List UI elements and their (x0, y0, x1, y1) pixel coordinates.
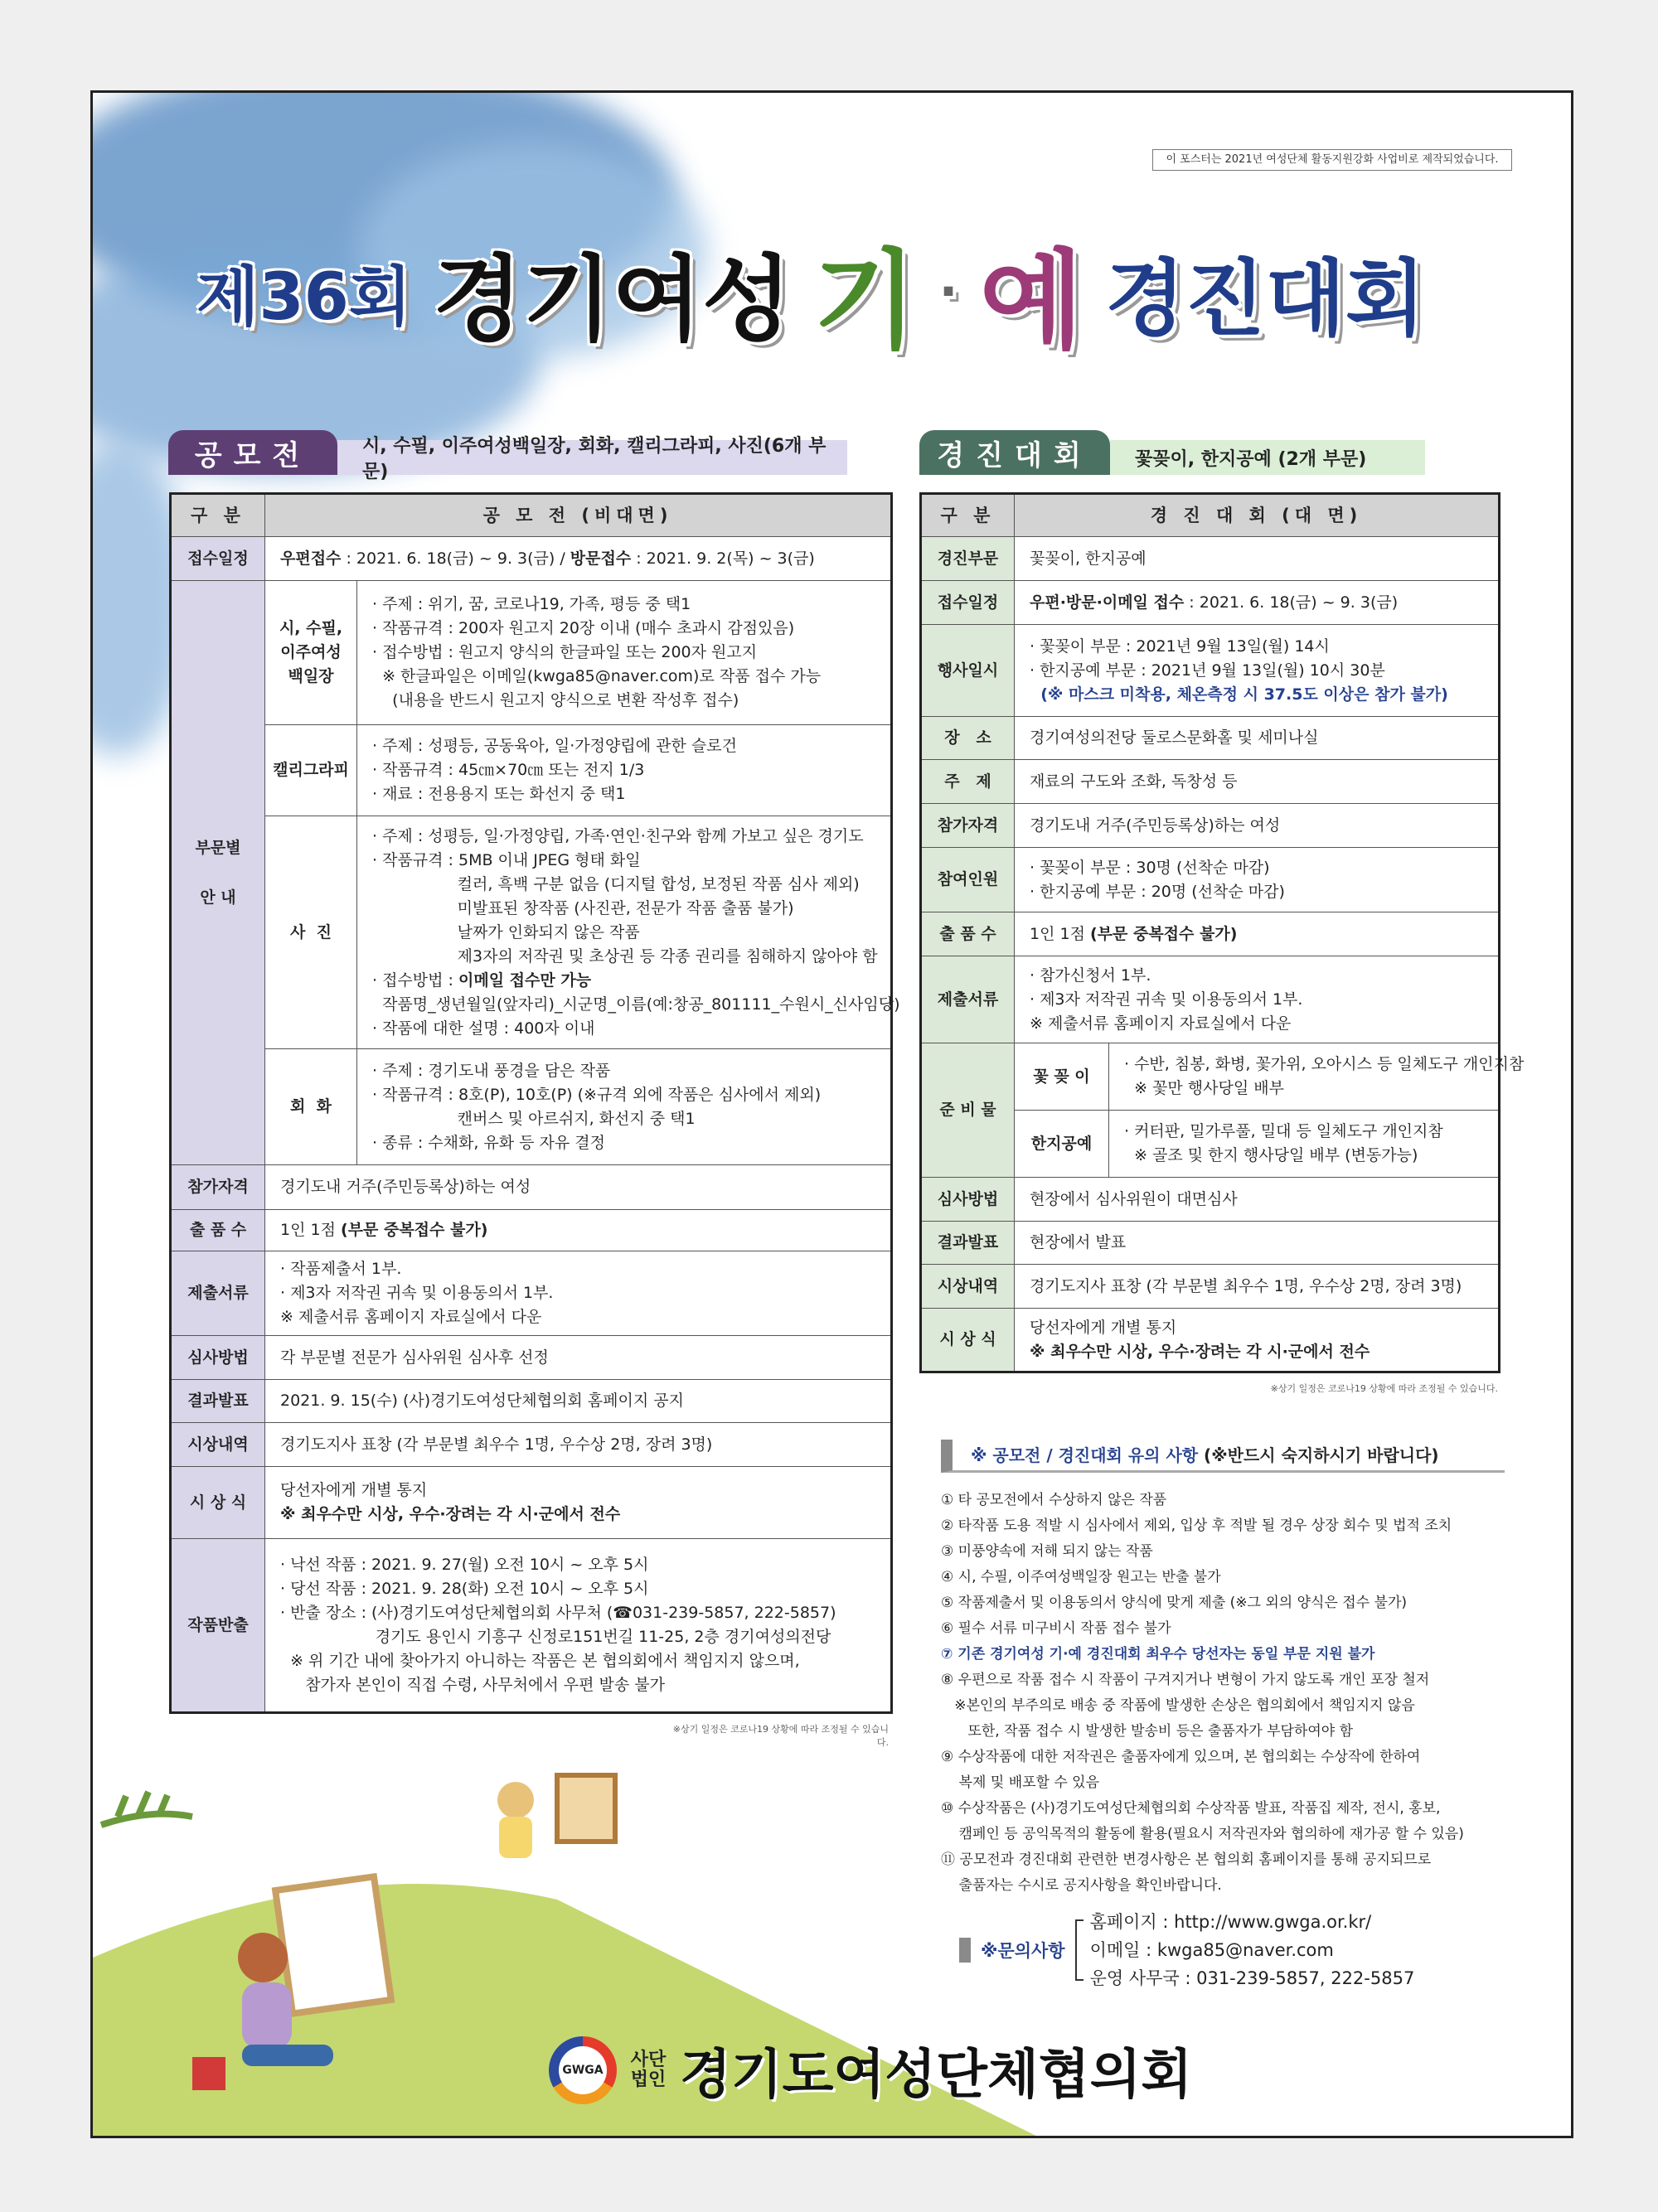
text-line: ※ 제출서류 홈페이지 자료실에서 다운 (280, 1308, 542, 1326)
row-value (357, 725, 892, 816)
text-line: · 주제 : 성평등, 공동육아, 일·가정양립에 관한 슬로건 (372, 737, 737, 755)
category-name (265, 725, 357, 816)
competition-tab: 경진대회 (919, 430, 1110, 475)
text-line: · 작품에 대한 설명 : 400자 이내 (372, 1019, 595, 1038)
text-line: · 커터판, 밀가루풀, 밀대 등 일체도구 개인지참 (1124, 1122, 1443, 1140)
text-line: 장 소 (944, 728, 991, 747)
contact-homepage[interactable]: 홈페이지 : http://www.gwga.or.kr/ (1089, 1912, 1372, 1932)
text-line: 경기도내 거주(주민등록상)하는 여성 (1030, 816, 1281, 835)
row-label (921, 537, 1015, 581)
contest-footnote: ※상기 일정은 코로나19 상황에 따라 조정될 수 있습니다. (672, 1724, 889, 1748)
text-line: 작품반출 (187, 1615, 249, 1634)
text-line: 경기도지사 표창 (각 부문별 최우수 1명, 우수상 2명, 장려 3명) (1030, 1276, 1462, 1295)
row-label (171, 1251, 265, 1336)
text-line: ※ 위 기간 내에 찾아가지 아니하는 작품은 본 협의회에서 책임지지 않으며, (280, 1652, 800, 1670)
text-line (1030, 1340, 1486, 1364)
contest-tab: 공모전 (168, 430, 337, 475)
text-line (372, 969, 879, 993)
text-line: 접수일정 (937, 593, 999, 612)
text-line: 출 품 수 (189, 1221, 247, 1239)
table-row (921, 956, 1500, 1043)
text-line: · 주제 : 위기, 꿈, 코로나19, 가족, 평등 중 택1 (372, 595, 691, 613)
table-row (171, 1165, 892, 1210)
text-line: 시 상 식 (189, 1493, 247, 1512)
text-line: 회 화 (290, 1097, 332, 1116)
row-label (921, 1265, 1015, 1309)
text-line (1030, 922, 1486, 946)
table-row (921, 1043, 1500, 1111)
row-value (1109, 1111, 1500, 1178)
text-line: 출 품 수 (939, 924, 996, 943)
text-line: 캠페인 등 공익목적의 활동에 활용(필요시 저작권자와 협의하에 재가공 할 수 있음) (941, 1826, 1464, 1842)
text-line: 시, 수필, (279, 619, 343, 637)
text-line: · 수반, 침봉, 화병, 꽃가위, 오아시스 등 일체도구 개인지참 (1124, 1055, 1525, 1073)
text-line: 당선자에게 개별 통지 (1030, 1318, 1177, 1337)
text-line: · 꽃꽂이 부문 : 30명 (선착순 마감) (1030, 858, 1270, 877)
text-line: ※본인의 부주의로 배송 중 작품에 발생한 손상은 협의회에서 책임지지 않음 (941, 1697, 1415, 1714)
competition-subtitle: 꽃꽂이, 한지공예 (2개 부문) (1110, 440, 1425, 475)
text-line: 참가자격 (937, 816, 999, 835)
text-line (280, 1503, 879, 1527)
text-segment: 1인 1점 (1030, 924, 1090, 943)
row-label-intake (171, 537, 265, 581)
text-line: ⑪ 공모전과 경진대회 관련한 변경사항은 본 협의회 홈페이지를 통해 공지되므로 (941, 1851, 1432, 1868)
text-line: 꽃 꽂 이 (1033, 1067, 1090, 1086)
row-value (265, 1467, 892, 1539)
table-row (171, 1467, 892, 1539)
table-row (171, 1380, 892, 1423)
row-label (921, 760, 1015, 804)
notices-subtitle: (※반드시 숙지하시기 바랍니다) (1198, 1445, 1439, 1465)
row-label (921, 1178, 1015, 1222)
title-edition: 제36회 (196, 260, 412, 335)
table-row (921, 1222, 1500, 1265)
text-line: 캘리그라피 (273, 761, 349, 779)
text-line: 시상내역 (187, 1435, 249, 1454)
text-line: 준 비 물 (939, 1101, 996, 1119)
text-line: 출품자는 수시로 공지사항을 확인바랍니다. (941, 1877, 1222, 1894)
text-line: ※ 한글파일은 이메일(kwga85@naver.com)로 작품 접수 가능 (372, 667, 822, 685)
contact-office: 운영 사무국 : 031-239-5857, 222-5857 (1089, 1968, 1415, 1988)
text-line: (내용을 반드시 원고지 양식으로 변환 작성후 접수) (372, 691, 739, 709)
row-value (357, 1049, 892, 1165)
text-line: 제3자의 저작권 및 초상권 등 각종 권리를 침해하지 않아야 함 (372, 946, 878, 966)
table-row (921, 581, 1500, 625)
row-label (921, 848, 1015, 912)
row-label (921, 717, 1015, 760)
text-line: · 한지공예 부문 : 2021년 9월 13일(월) 10시 30분 (1030, 661, 1385, 680)
row-label (171, 1423, 265, 1467)
header-category: 구 분 (921, 494, 1015, 537)
text-segment: : 2021. 9. 2(목) ~ 3(금) (631, 549, 815, 568)
text-segment: (부문 중복접수 불가) (340, 1221, 488, 1239)
text-line: 시 상 식 (939, 1330, 996, 1348)
text-line: · 참가신청서 1부. (1030, 966, 1151, 985)
row-value (1015, 717, 1500, 760)
table-row (921, 912, 1500, 956)
text-line: ⑤ 작품제출서 및 이용동의서 양식에 맞게 제출 (※그 외의 양식은 접수 불가) (941, 1595, 1408, 1611)
text-line: ① 타 공모전에서 수상하지 않은 작품 (941, 1492, 1167, 1508)
text-segment: (※ 마스크 미착용, 체온측정 시 37.5도 이상은 참가 불가) (1030, 685, 1448, 704)
header-contest: 공 모 전 (비대면) (265, 494, 892, 537)
text-segment: 방문접수 (570, 549, 632, 568)
header-category: 구 분 (171, 494, 265, 537)
text-line: · 접수방법 : 원고지 양식의 한글파일 또는 200자 원고지 (372, 643, 758, 661)
table-row (171, 537, 892, 581)
row-label (171, 1467, 265, 1539)
text-segment: (부문 중복접수 불가) (1089, 924, 1238, 943)
text-line (280, 547, 879, 571)
row-value (265, 537, 892, 581)
logo-mark-text: GWGA (559, 2046, 607, 2094)
text-line: ※ 꽃만 행사당일 배부 (1124, 1079, 1284, 1097)
table-row (171, 1539, 892, 1713)
row-value (1015, 804, 1500, 848)
text-line: ※ 골조 및 한지 행사당일 배부 (변동가능) (1124, 1146, 1418, 1164)
row-value (1015, 848, 1500, 912)
table-row (171, 1049, 892, 1165)
category-name (265, 581, 357, 725)
title-suffix: 경진대회 (1105, 250, 1426, 347)
row-value (1015, 956, 1500, 1043)
text-line: 결과발표 (187, 1392, 249, 1410)
table-row (921, 717, 1500, 760)
text-line: 행사일시 (937, 661, 999, 680)
row-value (265, 1165, 892, 1210)
contest-table (169, 492, 900, 1714)
text-line: · 제3자 저작권 귀속 및 이용동의서 1부. (280, 1284, 554, 1302)
text-line: · 꽃꽂이 부문 : 2021년 9월 13일(월) 14시 (1030, 636, 1330, 656)
text-line: · 당선 작품 : 2021. 9. 28(화) 오전 10시 ~ 오후 5시 (280, 1580, 649, 1598)
text-line: 현장에서 심사위원이 대면심사 (1030, 1189, 1238, 1208)
table-row (171, 1210, 892, 1251)
text-line: 미발표된 창작품 (사진관, 전문가 작품 출품 불가) (372, 898, 794, 917)
text-segment: ※ 최우수만 시상, 우수·장려는 각 시·군에서 전수 (1030, 1342, 1370, 1361)
table-row (921, 537, 1500, 581)
text-line: · 낙선 작품 : 2021. 9. 27(월) 오전 10시 ~ 오후 5시 (280, 1556, 649, 1574)
leaf-branch-icon (101, 1792, 192, 1825)
text-line: 경기도 용인시 기흥구 신정로151번길 11-25, 2층 경기여성의전당 (280, 1628, 831, 1646)
text-line: 꽃꽂이, 한지공예 (1030, 549, 1147, 568)
text-line: ⑨ 수상작품에 대한 저작권은 출품자에게 있으며, 본 협의회는 수상작에 한하여 (941, 1749, 1421, 1765)
text-line: ③ 미풍양속에 저해 되지 않는 작품 (941, 1543, 1153, 1560)
text-line: · 제3자 저작권 귀속 및 이용동의서 1부. (1030, 990, 1303, 1009)
row-value (1109, 1043, 1525, 1111)
text-line: 참가자격 (187, 1178, 249, 1196)
text-segment: · 접수방법 : (372, 970, 458, 990)
row-value (1015, 1309, 1500, 1372)
text-line: 현장에서 발표 (1030, 1233, 1127, 1251)
text-line: ④ 시, 수필, 이주여성백일장 원고는 반출 불가 (941, 1569, 1221, 1585)
funding-note: 이 포스터는 2021년 여성단체 활동지원강화 사업비로 제작되었습니다. (1152, 149, 1512, 171)
category-name (265, 816, 357, 1049)
text-line: 2021. 9. 15(수) (사)경기도여성단체협의회 홈페이지 공지 (280, 1392, 684, 1410)
table-row (921, 760, 1500, 804)
text-segment: 우편접수 (280, 549, 342, 568)
row-value (1015, 581, 1500, 625)
row-label (921, 912, 1015, 956)
text-line: 심사방법 (187, 1348, 249, 1367)
text-line: · 작품규격 : 200자 원고지 20장 이내 (매수 초과시 감점있음) (372, 619, 795, 637)
text-line: 재료의 구도와 조화, 독창성 등 (1030, 772, 1238, 791)
gwga-logo-icon (549, 2036, 617, 2104)
category-guide-label (171, 581, 265, 1165)
table-row (921, 1178, 1500, 1222)
organization-logo (549, 2032, 1192, 2108)
row-label (171, 1539, 265, 1713)
table-row (171, 1423, 892, 1467)
row-value (1015, 1222, 1500, 1265)
text-line: · 작품규격 : 45㎝×70㎝ 또는 전지 1/3 (372, 761, 645, 779)
text-segment: : 2021. 6. 18(금) ~ 9. 3(금) / (341, 549, 570, 568)
text-line: 결과발표 (937, 1233, 999, 1251)
text-line: 사 진 (290, 922, 332, 941)
text-line: 또한, 작품 접수 시 발생한 발송비 등은 출품자가 부담하여야 함 (941, 1723, 1354, 1740)
text-line: 경기도지사 표창 (각 부문별 최우수 1명, 우수상 2명, 장려 3명) (280, 1435, 713, 1454)
text-segment: ⑦ 기존 경기여성 기·예 경진대회 최우수 당선자는 동일 부문 지원 불가 (941, 1646, 1375, 1663)
notices-heading (941, 1440, 1505, 1473)
table-row (171, 494, 892, 537)
text-line: 시상내역 (937, 1276, 999, 1295)
row-label (921, 804, 1015, 848)
row-label (921, 956, 1015, 1043)
text-line: 경기여성의전당 둘로스문화홀 및 세미나실 (1030, 728, 1319, 747)
table-row (171, 725, 892, 816)
poster (90, 90, 1573, 2138)
text-line: ⑥ 필수 서류 미구비시 작품 접수 불가 (941, 1620, 1171, 1637)
row-label (921, 581, 1015, 625)
supply-category (1015, 1111, 1109, 1178)
logo-corp: 사단법인 (630, 2050, 667, 2090)
competition-footnote: ※상기 일정은 코로나19 상황에 따라 조정될 수 있습니다. (1270, 1383, 1498, 1394)
table-row (921, 804, 1500, 848)
competition-table (919, 492, 1525, 1373)
table-row (921, 494, 1500, 537)
text-line: 각 부문별 전문가 심사위원 심사후 선정 (280, 1348, 549, 1367)
table-row (171, 1251, 892, 1336)
row-label (171, 1380, 265, 1423)
row-label (921, 1222, 1015, 1265)
text-line: · 주제 : 성평등, 일·가정양립, 가족·연인·친구와 함께 가보고 싶은 경기도 (372, 826, 864, 845)
row-label (921, 1309, 1015, 1372)
text-line: 경기도내 거주(주민등록상)하는 여성 (280, 1178, 531, 1196)
text-line: ※ 제출서류 홈페이지 자료실에서 다운 (1030, 1014, 1292, 1033)
row-label (921, 625, 1015, 717)
text-line: · 반출 장소 : (사)경기도여성단체협의회 사무처 (☎031-239-5857, 222-5857) (280, 1604, 836, 1622)
text-line: 날짜가 인화되지 않은 작품 (372, 922, 640, 941)
row-value (265, 1380, 892, 1423)
table-row (171, 1336, 892, 1380)
text-line: 제출서류 (187, 1284, 249, 1302)
text-segment: 이메일 접수만 가능 (458, 970, 592, 990)
text-line: ⑩ 수상작품은 (사)경기도여성단체협의회 수상작품 발표, 작품집 제작, 전시, 홍보, (941, 1800, 1441, 1817)
text-line: 참여인원 (937, 870, 999, 888)
text-line: · 종류 : 수채화, 유화 등 자유 결정 (372, 1133, 606, 1152)
text-line: · 재료 : 전용용지 또는 화선지 중 택1 (372, 785, 626, 803)
text-line: 캔버스 및 아르쉬지, 화선지 중 택1 (372, 1109, 696, 1128)
row-value (265, 1539, 892, 1713)
text-line: 안 내 (200, 888, 236, 907)
row-value (1015, 760, 1500, 804)
text-line: 백일장 (288, 667, 334, 685)
title-ye: 예 (979, 237, 1084, 364)
supplies-label (921, 1043, 1015, 1178)
row-value (1015, 625, 1500, 717)
text-line: 부문별 (195, 839, 241, 857)
text-segment: : 2021. 6. 18(금) ~ 9. 3(금) (1184, 593, 1399, 612)
text-line: · 한지공예 부문 : 20명 (선착순 마감) (1030, 882, 1285, 901)
row-value (1015, 1265, 1500, 1309)
text-line: 주 제 (944, 772, 991, 791)
text-segment: ※ 최우수만 시상, 우수·장려는 각 시·군에서 전수 (280, 1505, 621, 1523)
text-line: ② 타작품 도용 적발 시 심사에서 제외, 입상 후 적발 될 경우 상장 회수 및 법적 조치 (941, 1517, 1452, 1534)
text-line: ⑧ 우편으로 작품 접수 시 작품이 구겨지거나 변형이 가지 않도록 개인 포장 철저 (941, 1672, 1430, 1688)
text-line (1030, 591, 1486, 615)
text-line: 복제 및 배포할 수 있음 (941, 1774, 1100, 1791)
text-line (280, 1218, 879, 1242)
title-gi: 기 (813, 237, 918, 364)
text-segment: 우편·방문·이메일 접수 (1030, 593, 1185, 612)
supply-category (1015, 1043, 1109, 1111)
text-line: 심사방법 (937, 1189, 999, 1208)
text-line: 한지공예 (1030, 1134, 1093, 1153)
category-name (265, 1049, 357, 1165)
text-line: · 주제 : 경기도내 풍경을 담은 작품 (372, 1061, 611, 1080)
text-line: 경진부문 (937, 549, 999, 568)
title-main: 경기여성 (433, 245, 793, 354)
contest-subtitle: 시, 수필, 이주여성백일장, 회화, 캘리그라피, 사진(6개 부문) (337, 440, 847, 475)
text-line: · 작품제출서 1부. (280, 1260, 402, 1278)
text-line: 컬러, 흑백 구분 없음 (디지털 합성, 보정된 작품 심사 제외) (372, 874, 860, 893)
row-label (171, 1336, 265, 1380)
table-row (921, 625, 1500, 717)
text-line: · 작품규격 : 8호(P), 10호(P) (※규격 외에 작품은 심사에서 제외) (372, 1085, 822, 1104)
table-row (921, 1265, 1500, 1309)
notices-title: ※ 공모전 / 경진대회 유의 사항 (971, 1445, 1199, 1465)
row-value (357, 816, 900, 1049)
text-line: · 작품규격 : 5MB 이내 JPEG 형태 화일 (372, 850, 641, 869)
text-line: 이주여성 (280, 643, 342, 661)
logo-name: 경기도여성단체협의회 (680, 2045, 1193, 2106)
table-row (921, 1309, 1500, 1372)
text-segment: 1인 1점 (280, 1221, 341, 1239)
row-value (265, 1210, 892, 1251)
row-value (1015, 912, 1500, 956)
text-line (941, 1642, 1505, 1667)
text-line: 접수일정 (187, 549, 249, 568)
row-value (1015, 1178, 1500, 1222)
poster-title (196, 234, 1490, 364)
row-label (171, 1210, 265, 1251)
row-value (357, 581, 892, 725)
title-dot: · (938, 263, 958, 321)
table-row (171, 581, 892, 725)
text-line: 당선자에게 개별 통지 (280, 1481, 428, 1499)
text-line: 제출서류 (937, 990, 999, 1009)
text-line (1030, 683, 1486, 707)
painter-girl-icon (497, 1775, 615, 1858)
row-label (171, 1165, 265, 1210)
row-value (265, 1336, 892, 1380)
text-line: 참가자 본인이 직접 수령, 사무처에서 우편 발송 불가 (280, 1676, 665, 1694)
table-row (171, 816, 892, 1049)
table-row (921, 848, 1500, 912)
contact-label: ※문의사항 (959, 1938, 1065, 1963)
header-competition: 경 진 대 회 (대 면) (1015, 494, 1500, 537)
row-value (1015, 537, 1500, 581)
text-line: 작품명_생년월일(앞자리)_시군명_이름(예:창공_801111_수원시_신사임당) (372, 995, 900, 1014)
row-value (265, 1251, 892, 1336)
row-value (265, 1423, 892, 1467)
contact-email[interactable]: 이메일 : kwga85@naver.com (1089, 1940, 1334, 1960)
